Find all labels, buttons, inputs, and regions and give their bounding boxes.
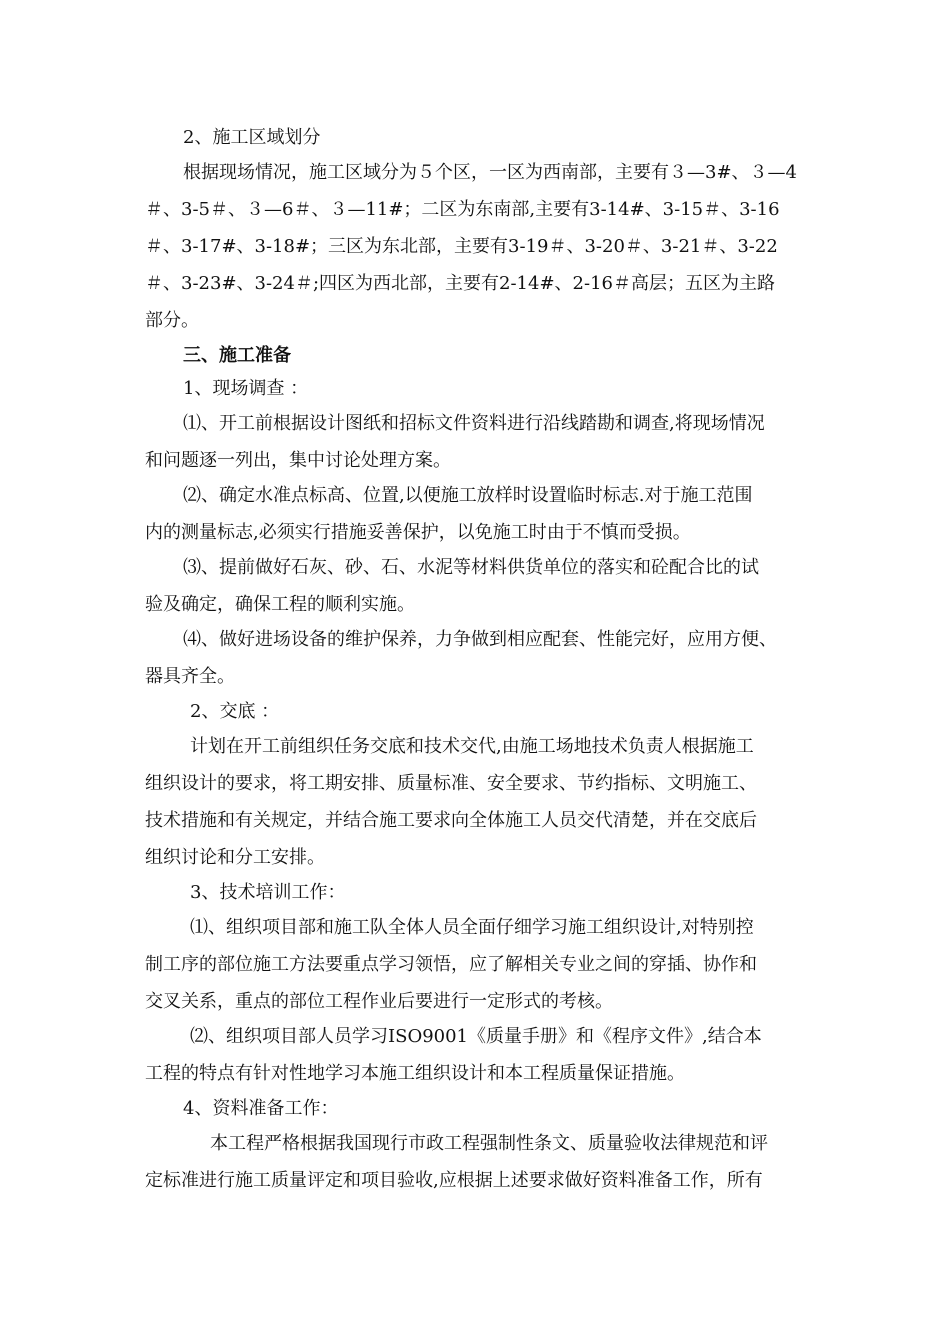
paragraph-line: ＃、3-23#、3-24＃;四区为西北部，主要有2-14#、2-16＃高层；五区为主路 <box>145 273 775 294</box>
item-heading: 1、现场调查 ： <box>183 378 309 399</box>
paragraph-line: ＃、3-17#、3-18#；三区为东北部，主要有3-19＃、3-20＃、3-21＃、3-22 <box>145 236 778 257</box>
paragraph-line: ＃、3-5＃、３—6＃、３—11#；二区为东南部,主要有3-14#、3-15＃、3-16 <box>145 199 780 220</box>
paragraph-line: ⑷、做好进场设备的维护保养，力争做到相应配套、性能完好，应用方便、 <box>183 629 777 650</box>
paragraph-line: 组织讨论和分工安排。 <box>145 847 325 868</box>
paragraph-line: ⑴、组织项目部和施工队全体人员全面仔细学习施工组织设计,对特别控 <box>190 917 754 938</box>
paragraph-line: 器具齐全。 <box>145 666 235 687</box>
paragraph-line: 验及确定，确保工程的顺利实施。 <box>145 594 415 615</box>
paragraph-line: 技术措施和有关规定，并结合施工要求向全体施工人员交代清楚，并在交底后 <box>145 810 757 831</box>
section-heading: 2、施工区域划分 <box>183 127 321 148</box>
paragraph-line: 本工程严格根据我国现行市政工程强制性条文、质量验收法律规范和评 <box>210 1133 768 1154</box>
paragraph-line: ⑵、确定水准点标高、位置,以便施工放样时设置临时标志.对于施工范围 <box>183 485 753 506</box>
paragraph-line: 工程的特点有针对性地学习本施工组织设计和本工程质量保证措施。 <box>145 1063 685 1084</box>
paragraph-line: 交叉关系，重点的部位工程作业后要进行一定形式的考核。 <box>145 991 613 1012</box>
paragraph-line: ⑶、提前做好石灰、砂、石、水泥等材料供货单位的落实和砼配合比的试 <box>183 557 759 578</box>
item-heading: 4、资料准备工作： <box>183 1098 339 1119</box>
item-heading: 3、技术培训工作： <box>190 882 346 903</box>
paragraph-line: 计划在开工前组织任务交底和技术交代,由施工场地技术负责人根据施工 <box>190 736 754 757</box>
paragraph-line: 根据现场情况，施工区域分为５个区，一区为西南部，主要有３—3#、３—4 <box>183 162 797 183</box>
chapter-heading: 三、施工准备 <box>183 345 291 366</box>
item-heading: 2、交底 ： <box>190 701 280 722</box>
paragraph-line: 组织设计的要求，将工期安排、质量标准、安全要求、节约指标、文明施工、 <box>145 773 757 794</box>
paragraph-line: 和问题逐一列出，集中讨论处理方案。 <box>145 450 451 471</box>
paragraph-line: 部分。 <box>145 310 199 331</box>
paragraph-line: 定标准进行施工质量评定和项目验收,应根据上述要求做好资料准备工作，所有 <box>145 1170 763 1191</box>
paragraph-line: ⑵、组织项目部人员学习ISO9001《质量手册》和《程序文件》,结合本 <box>190 1026 762 1047</box>
paragraph-line: ⑴、开工前根据设计图纸和招标文件资料进行沿线踏勘和调查,将现场情况 <box>183 413 765 434</box>
paragraph-line: 内的测量标志,必须实行措施妥善保护，以免施工时由于不慎而受损。 <box>145 522 691 543</box>
paragraph-line: 制工序的部位施工方法要重点学习领悟，应了解相关专业之间的穿插、协作和 <box>145 954 757 975</box>
